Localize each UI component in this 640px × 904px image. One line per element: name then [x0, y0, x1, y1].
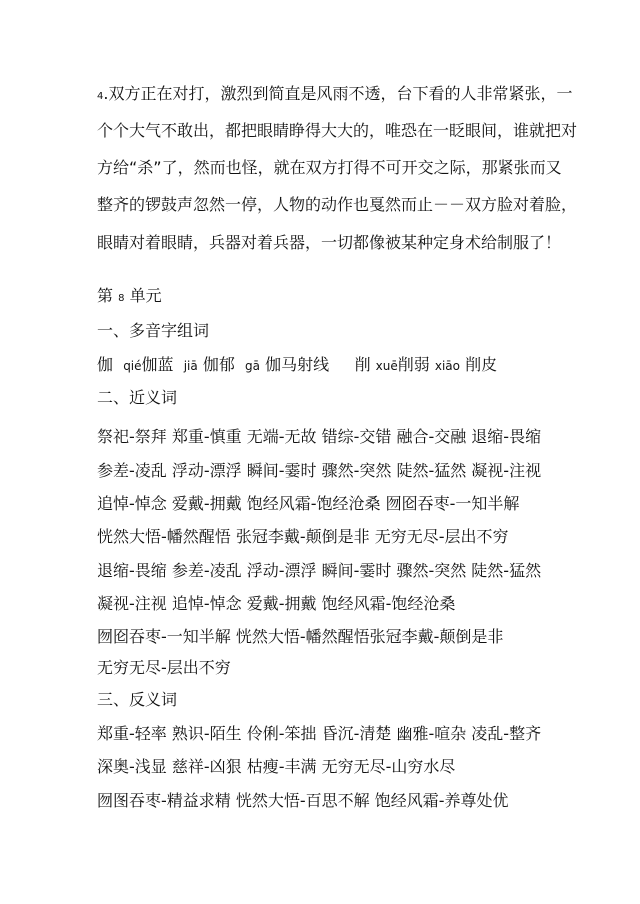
word: 削皮 — [465, 355, 498, 374]
synonym-line: 囫囵吞枣-一知半解 恍然大悟-幡然醒悟张冠李戴-颠倒是非 — [97, 627, 504, 646]
synonym-line: 无穷无尽-层出不穷 — [97, 658, 231, 677]
polyphone-char: 伽 — [97, 355, 114, 374]
word: 伽马射线 — [265, 355, 330, 374]
pinyin: qié — [123, 359, 142, 373]
section3-heading: 三、反义词 — [97, 690, 178, 709]
antonym-line: 囫图吞枣-精益求精 恍然大悟-百思不解 饱经风霜-养尊处优 — [97, 791, 509, 810]
paragraph-line: 个个大气不敢出，都把眼睛睁得大大的，唯恐在一眨眼间，谁就把对 — [97, 121, 578, 140]
synonym-line: 恍然大悟-幡然醒悟 张冠李戴-颠倒是非 无穷无尽-层出不穷 — [97, 527, 509, 546]
unit-title — [97, 284, 162, 311]
synonym-line: 凝视-注视 追悼-悼念 爱戴-拥戴 饱经风霜-饱经沧桑 — [97, 594, 456, 613]
word: 伽蓝 — [141, 355, 174, 374]
paragraph-line: 方给“杀”了，然而也怪，就在双方打得不可开交之际，那紧张而又 — [97, 158, 562, 177]
section2-heading: 二、近义词 — [97, 388, 178, 407]
word: 削弱 — [397, 355, 430, 374]
polyphone-char: 削 — [354, 355, 371, 374]
paragraph-number: 4 — [97, 91, 104, 102]
pinyin: gā — [245, 359, 261, 373]
polyphone-line — [97, 353, 497, 378]
word: 伽郁 — [202, 355, 235, 374]
pinyin: xiāo — [434, 359, 461, 373]
antonym-line: 郑重-轻率 熟识-陌生 伶俐-笨拙 昏沉-清楚 幽雅-喧杂 凌乱-整齐 — [97, 724, 542, 743]
unit-prefix: 第 — [97, 286, 114, 305]
synonym-line: 参差-凌乱 浮动-漂浮 瞬间-霎时 骤然-突然 陡然-猛然 凝视-注视 — [97, 461, 542, 480]
pinyin: xuē — [375, 359, 398, 373]
pinyin: jiā — [183, 359, 198, 373]
paragraph-line: 整齐的锣鼓声忽然一停，人物的动作也戛然而止－－双方脸对着脸， — [97, 195, 578, 214]
paragraph-line: 眼睛对着眼睛，兵器对着兵器，一切都像被某种定身术给制服了！ — [97, 233, 562, 252]
synonym-line: 祭祀-祭拜 郑重-慎重 无端-无故 错综-交错 融合-交融 退缩-畏缩 — [97, 427, 542, 446]
synonym-line: 追悼-悼念 爱戴-拥戴 饱经风霜-饱经沧桑 囫囵吞枣-一知半解 — [97, 494, 520, 513]
unit-number: 8 — [118, 293, 125, 304]
antonym-line: 深奥-浅显 慈祥-凶狠 枯瘦-丰满 无穷无尽-山穷水尽 — [97, 757, 456, 776]
paragraph-line-text: .双方正在对打，激烈到简直是风雨不透，台下看的人非常紧张，一 — [103, 84, 573, 103]
unit-suffix: 单元 — [129, 286, 162, 305]
synonym-line: 退缩-畏缩 参差-凌乱 浮动-漂浮 瞬间-霎时 骤然-突然 陡然-猛然 — [97, 561, 542, 580]
section1-heading: 一、多音字组词 — [97, 321, 210, 340]
paragraph-line — [97, 82, 572, 109]
